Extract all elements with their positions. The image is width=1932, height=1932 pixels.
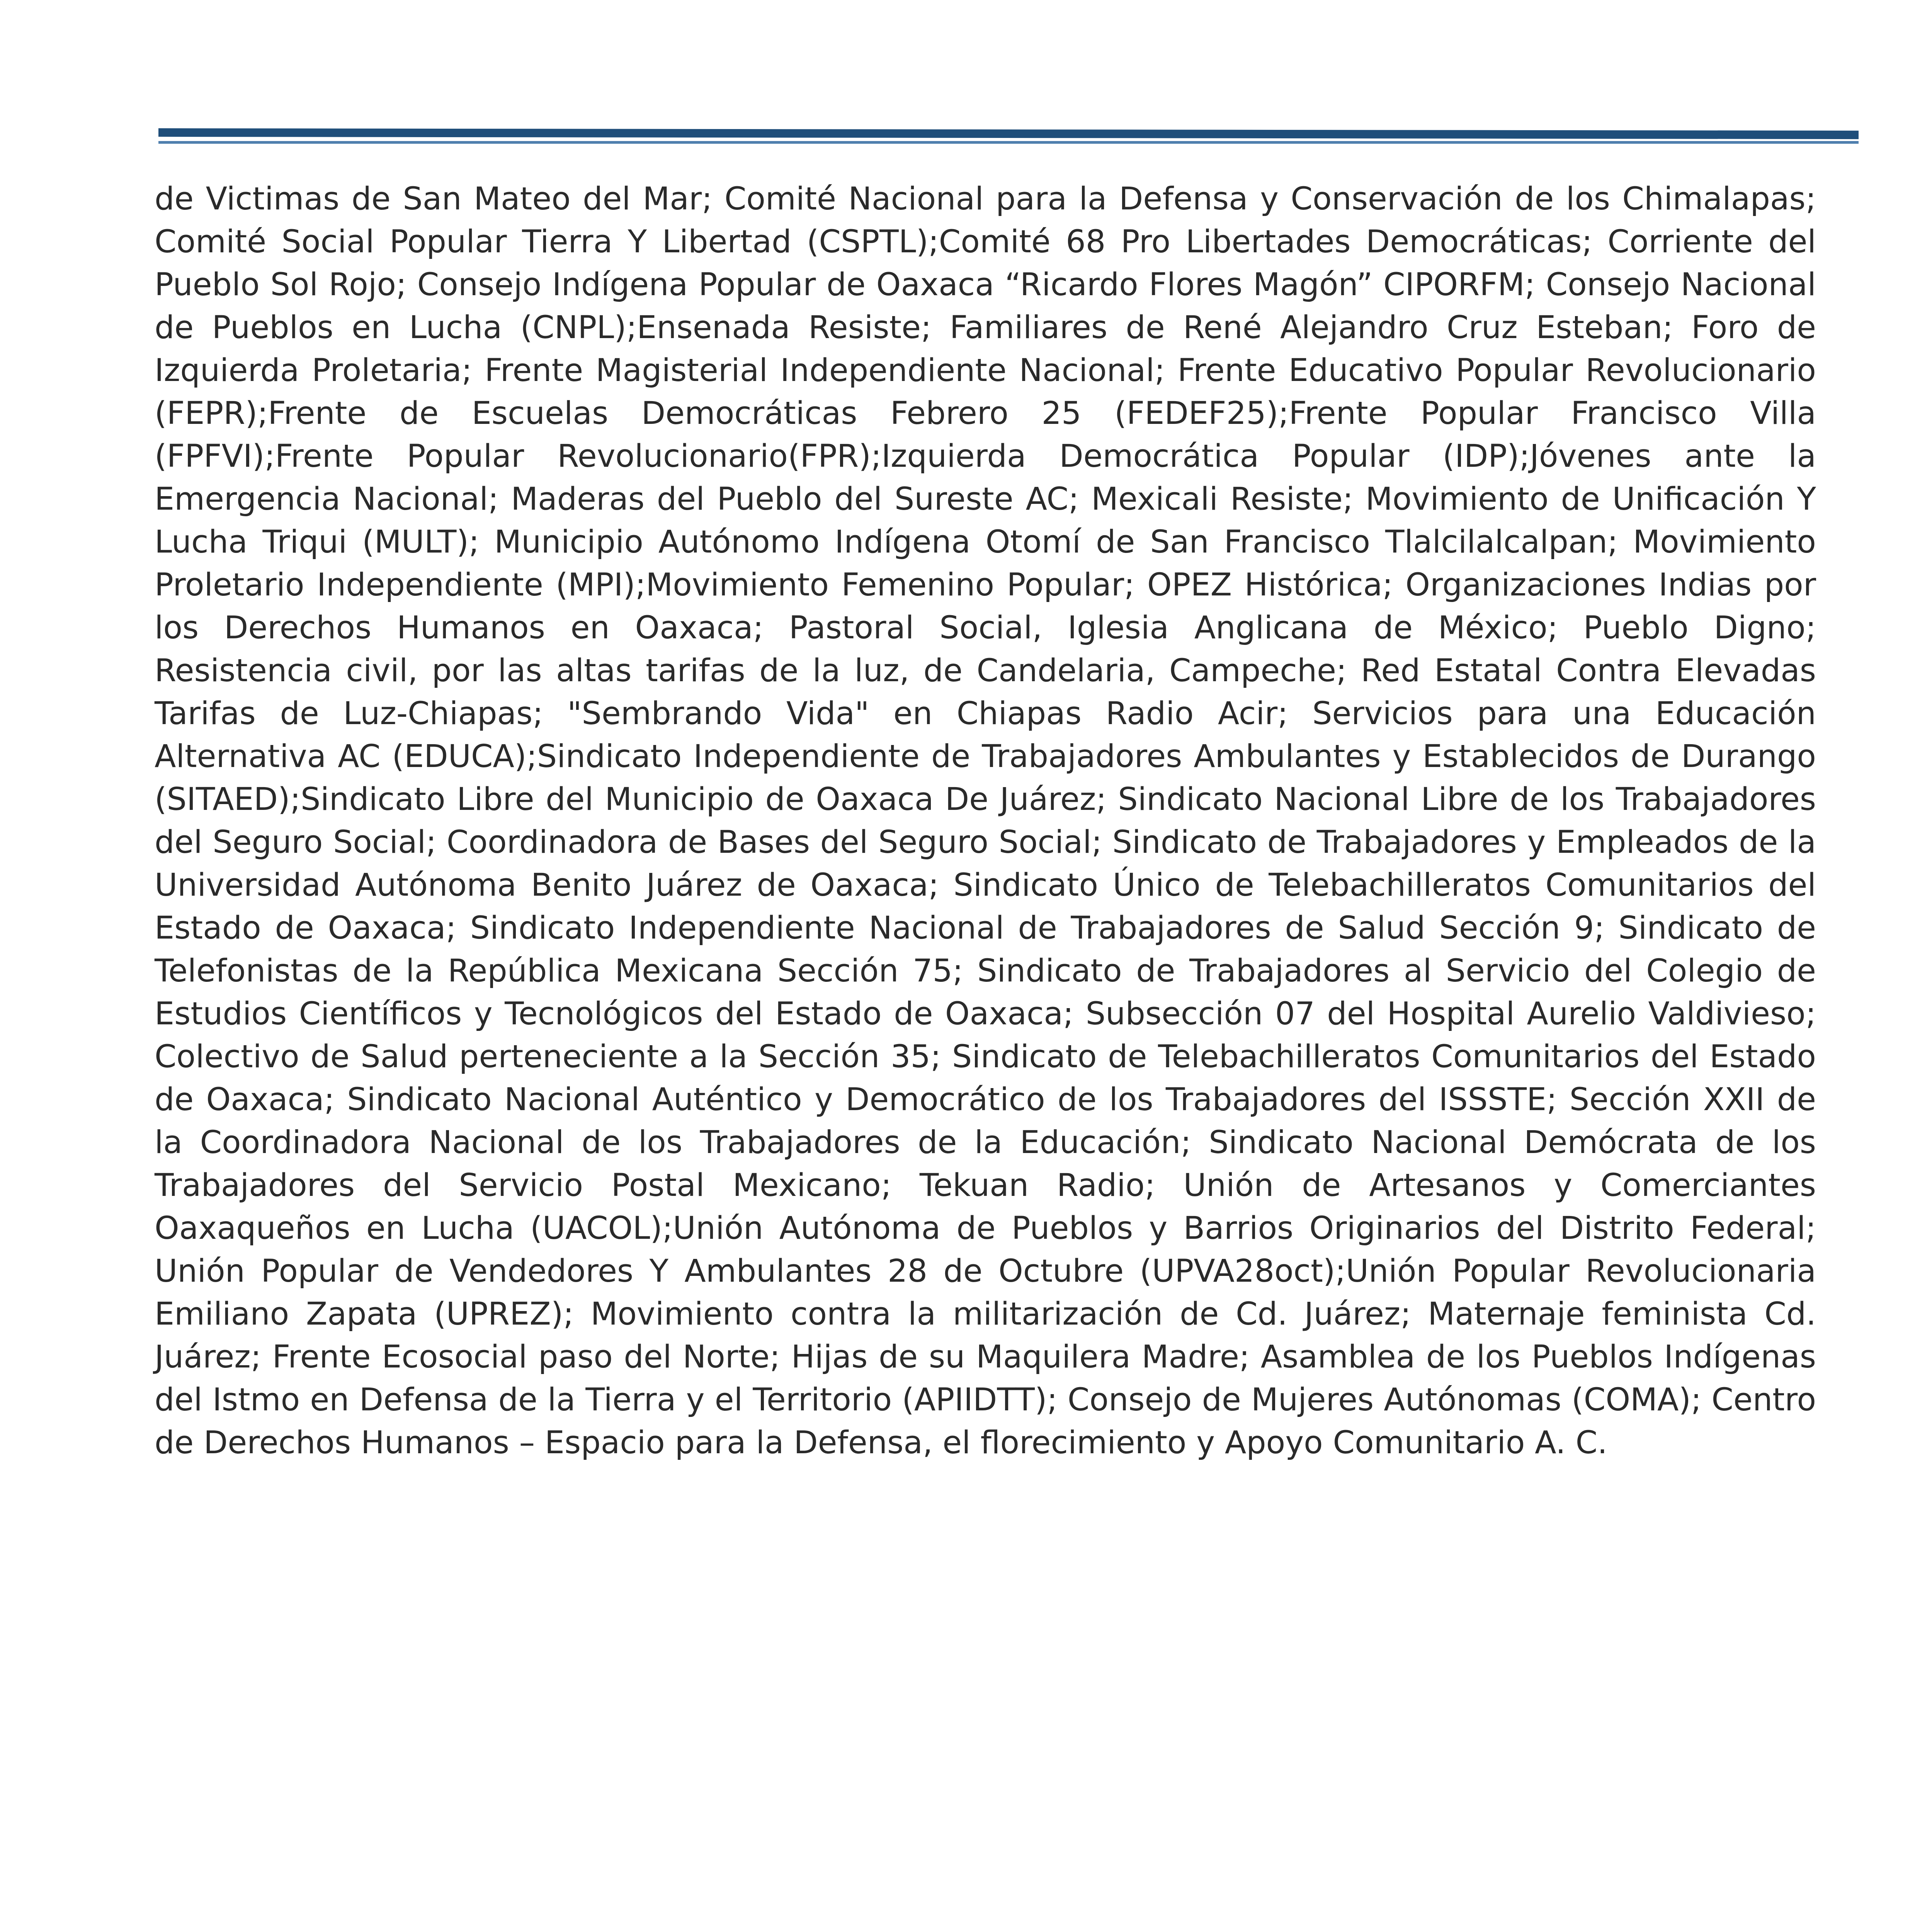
- body-paragraph: de Victimas de San Mateo del Mar; Comité Nacional para la Defensa y Conservación de los Chimalapas; Comité Social Popular Tierra Y Libertad (CSPTL);Comité 68 Pro Libertades Democráticas; Corriente del Pueblo Sol Rojo; Consejo Indígena Popular de Oaxaca “Ricardo Flores Magón” CIPORFM; Consejo Nacional de Pueblos en Lucha (CNPL);Ensenada Resiste; Familiares de René Alejandro Cruz Esteban; Foro de Izquierda Proletaria; Frente Magisterial Independiente Nacional; Frente Educativo Popular Revolucionario (FEPR);Frente de Escuelas Democráticas Febrero 25 (FEDEF25);Frente Popular Francisco Villa (FPFVI);Frente Popular Revolucionario(FPR);Izquierda Democrática Popular (IDP);Jóvenes ante la Emergencia Nacional; Maderas del Pueblo del Sureste AC; Mexicali Resiste; Movimiento de Unificación Y Lucha Triqui (MULT); Municipio Autónomo Indígena Otomí de San Francisco Tlalcilalcalpan; Movimiento Proletario Independiente (MPI);Movimiento Femenino Popular; OPEZ Histórica; Organizaciones Indias por los Derechos Humanos en Oaxaca; Pastoral Social, Iglesia Anglicana de México; Pueblo Digno; Resistencia civil, por las altas tarifas de la luz, de Candelaria, Campeche; Red Estatal Contra Elevadas Tarifas de Luz-Chiapas; "Sembrando Vida" en Chiapas Radio Acir; Servicios para una Educación Alternativa AC (EDUCA);Sindicato Independiente de Trabajadores Ambulantes y Establecidos de Durango (SITAED);Sindicato Libre del Municipio de Oaxaca De Juárez; Sindicato Nacional Libre de los Trabajadores del Seguro Social; Coordinadora de Bases del Seguro Social; Sindicato de Trabajadores y Empleados de la Universidad Autónoma Benito Juárez de Oaxaca; Sindicato Único de Telebachilleratos Comunitarios del Estado de Oaxaca; Sindicato Independiente Nacional de Trabajadores de Salud Sección 9; Sindicato de Telefonistas de la República Mexicana Sección 75; Sindicato de Trabajadores al Servicio del Colegio de Estudios Científicos y Tecnológicos del Estado de Oaxaca; Subsección 07 del Hospital Aurelio Valdivieso; Colectivo de Salud perteneciente a la Sección 35; Sindicato de Telebachilleratos Comunitarios del Estado de Oaxaca; Sindicato Nacional Auténtico y Democrático de los Trabajadores del ISSSTE; Sección XXII de la Coordinadora Nacional de los Trabajadores de la Educación; Sindicato Nacional Demócrata de los Trabajadores del Servicio Postal Mexicano; Tekuan Radio; Unión de Artesanos y Comerciantes Oaxaqueños en Lucha (UACOL);Unión Autónoma de Pueblos y Barrios Originarios del Distrito Federal; Unión Popular de Vendedores Y Ambulantes 28 de Octubre (UPVA28oct);Unión Popular Revolucionaria Emiliano Zapata (UPREZ); Movimiento contra la militarización de Cd. Juárez; Maternaje feminista Cd. Juárez; Frente Ecosocial paso del Norte; Hijas de su Maquilera Madre; Asamblea de los Pueblos Indígenas del Istmo en Defensa de la Tierra y el Territorio (APIIDTT); Consejo de Mujeres Autónomas (COMA); Centro de Derechos Humanos – Espacio para la Defensa, el florecimiento y Apoyo Comunitario A. C.: [155, 181, 1816, 1461]
- header-divider-thick-line: [158, 128, 1859, 139]
- header-divider: [158, 129, 1859, 147]
- header-divider-thin-line: [158, 141, 1859, 144]
